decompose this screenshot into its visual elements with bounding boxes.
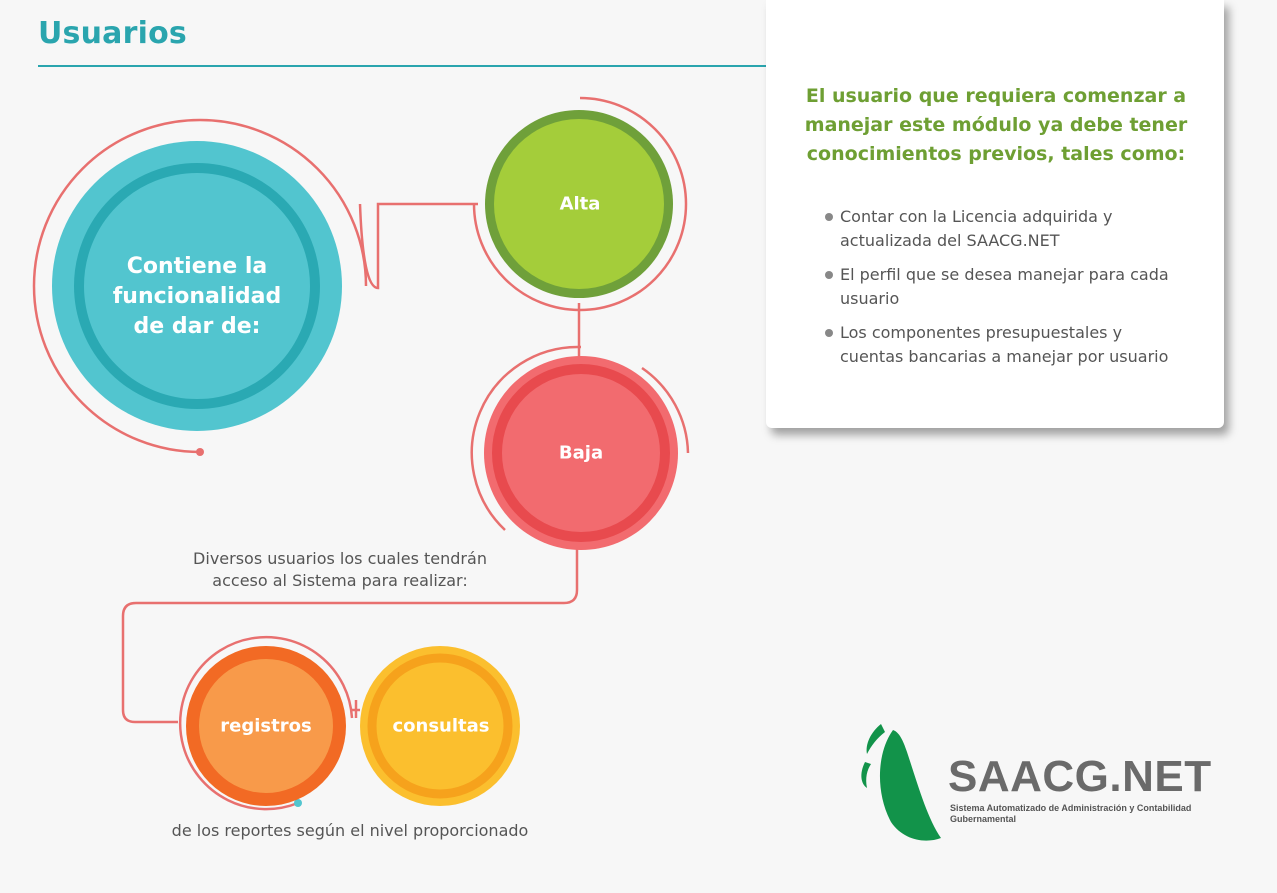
prerequisites-list	[824, 205, 1184, 379]
main-circle-end-dot	[196, 448, 204, 456]
alta-label: Alta	[559, 193, 601, 215]
bullet-icon	[825, 271, 833, 279]
prerequisites-card	[766, 0, 1224, 428]
list-item	[824, 321, 1184, 369]
list-item-text: Los componentes presupuestales y cuentas bancarias a manejar por usuario	[840, 323, 1169, 366]
main-circle-label: Contiene la funcionalidad de dar de:	[112, 254, 282, 339]
saacg-logo	[855, 722, 1215, 847]
leaf-logo-icon	[855, 722, 955, 847]
registros-label: registros	[220, 715, 312, 737]
list-item	[824, 205, 1184, 253]
logo-name: SAACG.NET	[948, 752, 1212, 801]
consultas-label: consultas	[392, 715, 490, 737]
page-title: Usuarios	[38, 16, 187, 51]
bullet-icon	[825, 213, 833, 221]
access-caption: Diversos usuarios los cuales tendrán acceso al Sistema para realizar:	[193, 549, 487, 590]
bullet-icon	[825, 329, 833, 337]
list-item-text: El perfil que se desea manejar para cada usuario	[840, 265, 1169, 308]
baja-label: Baja	[558, 442, 604, 464]
reports-caption: de los reportes según el nivel proporcionado	[171, 821, 529, 840]
list-item	[824, 263, 1184, 311]
list-item-text: Contar con la Licencia adquirida y actualizada del SAACG.NET	[840, 207, 1113, 250]
prerequisites-heading: El usuario que requiera comenzar a manejar este módulo ya debe tener conocimientos previos, tales como:	[804, 85, 1188, 165]
logo-subtitle: Sistema Automatizado de Administración y Contabilidad Gubernamental	[950, 803, 1192, 824]
connector-main-to-alta	[360, 204, 478, 288]
